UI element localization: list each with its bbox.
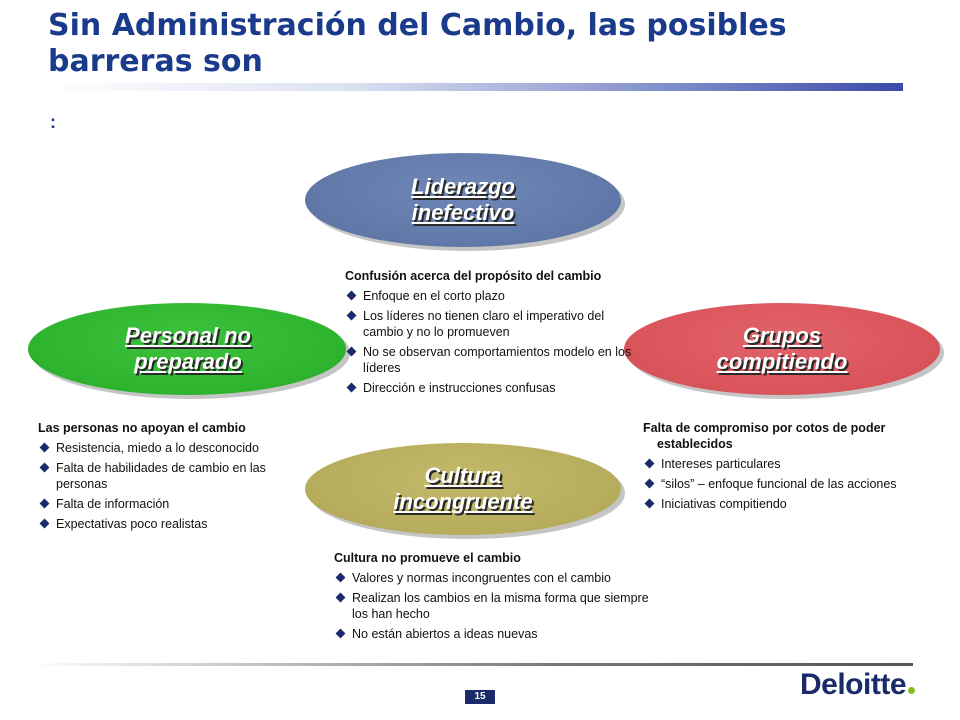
list-item: Realizan los cambios en la misma forma que siempre los han hecho <box>334 590 664 622</box>
grupos-heading: Falta de compromiso por cotos de poder establecidos <box>643 421 886 451</box>
cultura-heading: Cultura no promueve el cambio <box>334 551 521 565</box>
list-item: Iniciativas compitiendo <box>643 496 943 512</box>
list-item: Falta de habilidades de cambio en las personas <box>38 460 288 492</box>
title-divider <box>45 83 903 91</box>
diamond-bullet-icon <box>336 573 346 583</box>
diamond-bullet-icon <box>347 347 357 357</box>
grupos-label: Grupos compitiendo <box>716 323 848 374</box>
personal-label: Personal no preparado <box>125 323 251 374</box>
list-item: Los líderes no tienen claro el imperativo del cambio y no lo promueven <box>345 308 635 340</box>
diamond-bullet-icon <box>645 459 655 469</box>
liderazgo-heading: Confusión acerca del propósito del cambio <box>345 269 602 283</box>
list-item: “silos” – enfoque funcional de las acciones <box>643 476 943 492</box>
list-item: Valores y normas incongruentes con el cambio <box>334 570 664 586</box>
personal-details <box>38 420 288 536</box>
cultura-details <box>334 550 664 646</box>
diamond-bullet-icon <box>347 383 357 393</box>
list-item: Dirección e instrucciones confusas <box>345 380 635 396</box>
list-item: Expectativas poco realistas <box>38 516 288 532</box>
page-number: 15 <box>465 690 495 704</box>
logo-dot-icon <box>908 687 915 694</box>
diamond-bullet-icon <box>645 499 655 509</box>
deloitte-logo <box>800 668 915 702</box>
diamond-bullet-icon <box>347 311 357 321</box>
grupos-details <box>643 420 943 516</box>
footer-divider <box>30 663 913 666</box>
diamond-bullet-icon <box>347 291 357 301</box>
list-item: Intereses particulares <box>643 456 943 472</box>
list-item: Resistencia, miedo a lo desconocido <box>38 440 288 456</box>
liderazgo-details <box>345 268 635 400</box>
list-item: Enfoque en el corto plazo <box>345 288 635 304</box>
subtitle-mark: : <box>50 112 56 132</box>
cultura-label: Cultura incongruente <box>393 463 533 514</box>
diamond-bullet-icon <box>40 463 50 473</box>
diamond-bullet-icon <box>40 499 50 509</box>
liderazgo-label: Liderazgo inefectivo <box>411 174 515 225</box>
diamond-bullet-icon <box>336 593 346 603</box>
diamond-bullet-icon <box>40 443 50 453</box>
diamond-bullet-icon <box>40 519 50 529</box>
list-item: No se observan comportamientos modelo en los líderes <box>345 344 635 376</box>
personal-heading: Las personas no apoyan el cambio <box>38 421 246 435</box>
diamond-bullet-icon <box>645 479 655 489</box>
list-item: No están abiertos a ideas nuevas <box>334 626 664 642</box>
list-item: Falta de información <box>38 496 288 512</box>
logo-text: Deloitte <box>800 668 907 701</box>
slide-title: Sin Administración del Cambio, las posibles barreras son <box>48 8 787 79</box>
diamond-bullet-icon <box>336 629 346 639</box>
